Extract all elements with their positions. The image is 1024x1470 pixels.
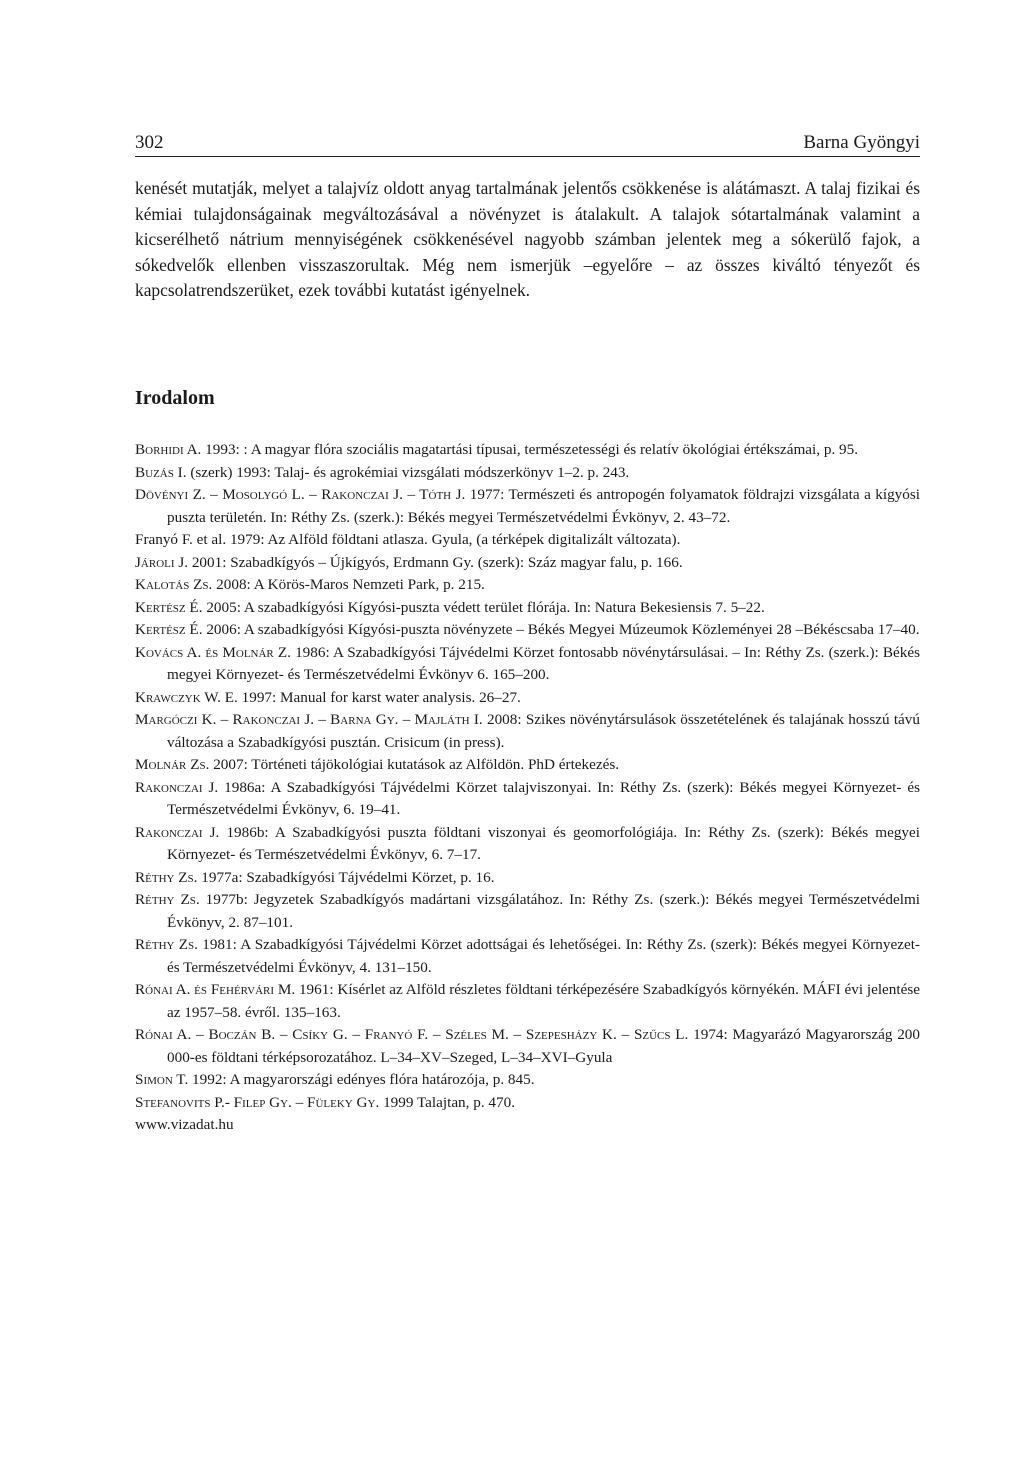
reference-text: 2005: A szabadkígyósi Kígyósi-puszta védett terület flórája. In: Natura Bekesiensis 7. 5–22. [202, 598, 765, 616]
reference-text: 1992: A magyarországi edényes flóra határozója, p. 845. [188, 1071, 535, 1088]
reference-author: Rónai A. – Boczán B. – Csíky G. – Franyó F. – Széles M. – Szepesházy K. – Szűcs L. [135, 1026, 689, 1043]
reference-author: Kalotás Zs. [135, 576, 213, 593]
reference-text: (szerk) 1993: Talaj- és agrokémiai vizsgálati módszerkönyv 1–2. p. 243. [186, 463, 630, 481]
reference-text: 2007: Történeti tájökológiai kutatások az Alföldön. PhD értekezés. [209, 756, 620, 773]
reference-text: 1986b: A Szabadkígyósi puszta földtani viszonyai és geomorfológiája. In: Réthy Zs. (szerk): Békés megyei Környezet- és Természetvédelmi Évkönyv, 6. 7–17. [167, 823, 920, 863]
reference-entry [135, 597, 920, 620]
reference-text: 1977b: Jegyzetek Szabadkígyós madártani vizsgálatához. In: Réthy Zs. (szerk.): Békés megyei Természetvédelmi Évkönyv, 2. 87–101. [167, 891, 920, 931]
reference-entry [135, 619, 920, 642]
reference-author: Buzás I. [135, 463, 187, 481]
reference-author: Molnár Zs. [135, 756, 210, 773]
reference-entry [135, 867, 920, 890]
reference-text: 2006: A szabadkígyósi Kígyósi-puszta növényzete – Békés Megyei Múzeumok Közleményei 28 –Békéscsaba 17–40. [202, 621, 920, 638]
reference-author: Rakonczai J. [135, 823, 220, 841]
reference-entry [135, 822, 920, 867]
running-author: Barna Gyöngyi [803, 132, 920, 153]
reference-text: 1961: Kísérlet az Alföld részletes földtani térképezésére Szabadkígyós környékén. MÁFI évi jelentése az 1957–58. évről. 135–163. [167, 981, 920, 1021]
reference-text: 2001: Szabadkígyós – Újkígyós, Erdmann Gy. (szerk): Száz magyar falu, p. 166. [188, 553, 683, 571]
reference-author: Kovács A. és Molnár Z. [135, 643, 291, 661]
reference-entry [135, 754, 920, 777]
reference-entry [135, 642, 920, 687]
reference-text: Franyó F. et al. 1979: Az Alföld földtani atlasza. Gyula, (a térképek digitalizált változata). [135, 531, 681, 548]
reference-text: 1993: : A magyar flóra szociális magatartási típusai, természetességi és relatív ökológiai értékszámai, p. 95. [201, 441, 859, 458]
reference-author: Kertész É. [135, 598, 203, 616]
reference-entry [135, 484, 920, 529]
body-paragraph: kenését mutatják, melyet a talajvíz oldott anyag tartalmának jelentős csökkenése is alátámaszt. A talaj fizikai és kémiai tulajdonságainak megváltozásával a növényzet is átalakult. A talajok sótartalmának valamint a kicserélhető nátrium mennyiségének csökkenésével nagyobb számban jelentek meg a sókerülő fajok, a sókedvelők ellenben visszaszorultak. Még nem ismerjük –egyelőre – az összes kiváltó tényezőt és kapcsolatrendszerüket, ezek további kutatást igényelnek. [135, 178, 920, 300]
reference-author: Réthy Zs. [135, 936, 198, 953]
reference-author: Krawczyk W. E. [135, 688, 238, 706]
reference-text: 2008: Szikes növénytársulások összetételének és talajának hosszú távú változása a Szabadkígyósi pusztán. Crisicum (in press). [167, 711, 920, 751]
reference-entry [135, 1024, 920, 1069]
reference-text: 1999 Talajtan, p. 470. [379, 1093, 516, 1111]
reference-author: Simon T. [135, 1071, 189, 1088]
reference-author: Réthy Zs. [135, 891, 200, 908]
reference-entry [135, 687, 920, 710]
reference-entry [135, 1069, 920, 1092]
reference-entry [135, 529, 920, 552]
reference-entry [135, 1114, 920, 1137]
reference-author: Rónai A. és Fehérvári M. [135, 981, 296, 998]
reference-author: Kertész É. [135, 621, 203, 638]
reference-text: 1986: A Szabadkígyósi Tájvédelmi Körzet fontosabb növénytársulásai. – In: Réthy Zs. (szerk.): Békés megyei Környezet- és Természetvédelmi Évkönyv 6. 165–200. [167, 643, 920, 683]
section-heading: Irodalom [135, 387, 215, 409]
reference-entry [135, 709, 920, 754]
reference-text: 1977: Természeti és antropogén folyamatok földrajzi vizsgálata a kígyósi puszta területén. In: Réthy Zs. (szerk.): Békés megyei Természetvédelmi Évkönyv, 2. 43–72. [167, 486, 920, 526]
reference-author: Borhidi A. [135, 441, 202, 458]
reference-text: 1981: A Szabadkígyósi Tájvédelmi Körzet adottságai és lehetőségei. In: Réthy Zs. (szerk): Békés megyei Környezet- és Természetvédelmi Évkönyv, 4. 131–150. [167, 936, 920, 976]
reference-text: www.vizadat.hu [135, 1116, 234, 1133]
page-number: 302 [135, 132, 164, 153]
reference-entry [135, 439, 920, 462]
reference-list [135, 439, 920, 1137]
reference-entry [135, 979, 920, 1024]
reference-text: 2008: A Körös-Maros Nemzeti Park, p. 215. [212, 576, 485, 593]
reference-entry [135, 552, 920, 575]
reference-entry [135, 1092, 920, 1115]
reference-author: Dövényi Z. – Mosolygó L. – Rakonczai J. – Tóth J. [135, 486, 466, 503]
reference-entry [135, 934, 920, 979]
reference-author: Margóczi K. – Rakonczai J. – Barna Gy. – Majláth I. [135, 711, 483, 728]
running-header [135, 132, 920, 157]
reference-author: Réthy Zs. [135, 868, 198, 886]
reference-entry [135, 889, 920, 934]
reference-text: 1977a: Szabadkígyósi Tájvédelmi Körzet, p. 16. [197, 868, 495, 886]
reference-entry [135, 574, 920, 597]
reference-entry [135, 777, 920, 822]
reference-author: Jároli J. [135, 553, 189, 571]
reference-author: Rakonczai J. [135, 778, 219, 796]
reference-author: Stefanovits P.- Filep Gy. – Füleky Gy. [135, 1093, 380, 1111]
reference-text: 1997: Manual for karst water analysis. 26–27. [237, 688, 521, 706]
reference-text: 1974: Magyarázó Magyarország 200 000-es földtani térképsorozatához. L–34–XV–Szeged, L–34–XVI–Gyula [167, 1026, 920, 1066]
reference-text: 1986a: A Szabadkígyósi Tájvédelmi Körzet talajviszonyai. In: Réthy Zs. (szerk): Békés megyei Környezet- és Természetvédelmi Évkönyv, 6. 19–41. [167, 778, 920, 818]
reference-entry [135, 462, 920, 485]
